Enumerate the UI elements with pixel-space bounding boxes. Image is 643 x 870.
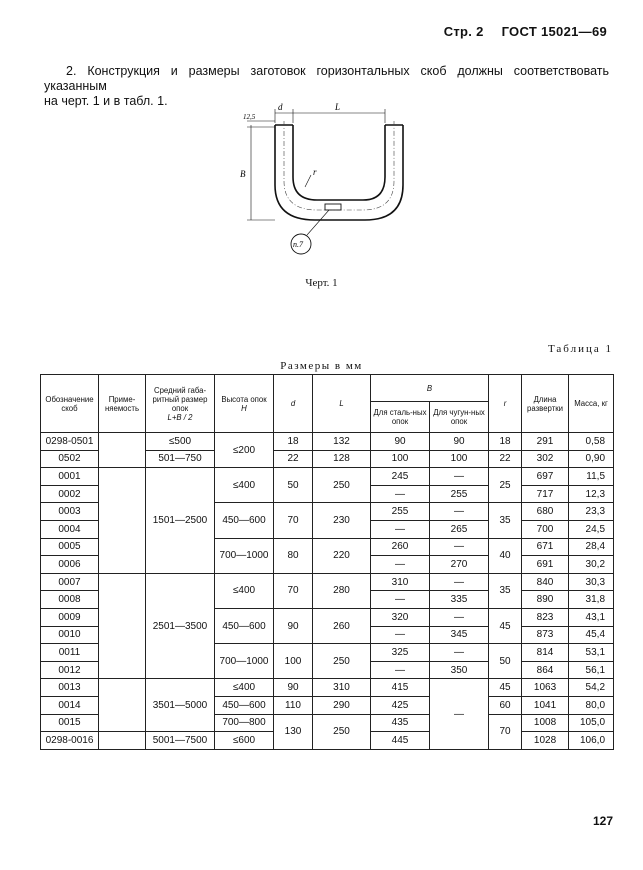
- cell-b-iron: 255: [430, 485, 489, 503]
- cell-b-steel: —: [371, 520, 430, 538]
- cell-length: 864: [522, 661, 569, 679]
- cell-height: 700—1000: [215, 538, 274, 573]
- cell-mass: 30,3: [569, 573, 614, 591]
- cell-code: 0002: [41, 485, 99, 503]
- cell-d: 70: [274, 573, 313, 608]
- table-row: [41, 573, 614, 591]
- cell-r: 50: [489, 644, 522, 679]
- cell-d: 100: [274, 644, 313, 679]
- cell-b-steel: 90: [371, 433, 430, 451]
- cell-mass: 45,4: [569, 626, 614, 644]
- cell-avg: 1501—2500: [146, 468, 215, 574]
- cell-b-iron: —: [430, 573, 489, 591]
- cell-length: 691: [522, 556, 569, 574]
- cell-b-iron: 345: [430, 626, 489, 644]
- cell-height: 450—600: [215, 608, 274, 643]
- cell-b-iron: 350: [430, 661, 489, 679]
- cell-b-steel: —: [371, 485, 430, 503]
- cell-mass: 12,3: [569, 485, 614, 503]
- paragraph-line-2: на черт. 1 и в табл. 1.: [44, 94, 168, 108]
- cell-L: 132: [313, 433, 371, 451]
- label-12-5: 12,5: [243, 113, 256, 121]
- cell-d: 18: [274, 433, 313, 451]
- cell-mass: 80,0: [569, 696, 614, 714]
- cell-d: 130: [274, 714, 313, 749]
- col-avg: [146, 375, 215, 433]
- col-r: r: [489, 375, 522, 433]
- cell-b-steel: 425: [371, 696, 430, 714]
- col-B-steel: Для сталь-ных опок: [371, 402, 430, 433]
- cell-mass: 24,5: [569, 520, 614, 538]
- cell-b-iron: —: [430, 644, 489, 662]
- cell-d: 22: [274, 450, 313, 468]
- cell-r: 70: [489, 714, 522, 749]
- cell-r: 45: [489, 679, 522, 697]
- cell-code: 0007: [41, 573, 99, 591]
- cell-b-steel: 435: [371, 714, 430, 732]
- cell-avg: ≤500: [146, 433, 215, 451]
- cell-height: 450—600: [215, 503, 274, 538]
- cell-b-iron: 90: [430, 433, 489, 451]
- cell-avg: 5001—7500: [146, 732, 215, 750]
- cell-b-steel: 325: [371, 644, 430, 662]
- cell-code: 0013: [41, 679, 99, 697]
- cell-code: 0298-0016: [41, 732, 99, 750]
- cell-code: 0003: [41, 503, 99, 521]
- table-units: Размеры в мм: [280, 360, 363, 372]
- cell-L: 260: [313, 608, 371, 643]
- cell-b-iron: —: [430, 538, 489, 556]
- cell-mass: 105,0: [569, 714, 614, 732]
- col-note: Приме-няемость: [99, 375, 146, 433]
- cell-r: 25: [489, 468, 522, 503]
- cell-L: 250: [313, 714, 371, 749]
- cell-height: ≤200: [215, 433, 274, 468]
- col-avg-label: Средний габа-ритный размер опок: [152, 385, 208, 413]
- cell-length: 1028: [522, 732, 569, 750]
- cell-code: 0001: [41, 468, 99, 486]
- dimensions-table: [40, 374, 614, 750]
- cell-b-iron: —: [430, 679, 489, 749]
- bracket-drawing: [225, 95, 425, 275]
- label-r: r: [313, 167, 317, 177]
- cell-code: 0298-0501: [41, 433, 99, 451]
- cell-r: 40: [489, 538, 522, 573]
- cell-mass: 31,8: [569, 591, 614, 609]
- cell-length: 697: [522, 468, 569, 486]
- col-B-iron: Для чугун-ных опок: [430, 402, 489, 433]
- cell-height: ≤400: [215, 468, 274, 503]
- cell-mass: 0,90: [569, 450, 614, 468]
- cell-code: 0011: [41, 644, 99, 662]
- page-header: [430, 24, 607, 39]
- cell-note: [99, 468, 146, 574]
- cell-b-steel: 445: [371, 732, 430, 750]
- cell-mass: 54,2: [569, 679, 614, 697]
- col-d: d: [274, 375, 313, 433]
- cell-L: 250: [313, 644, 371, 679]
- table-caption: Таблица 1: [547, 343, 613, 355]
- cell-length: 873: [522, 626, 569, 644]
- cell-height: ≤400: [215, 679, 274, 697]
- col-avg-formula: L+B / 2: [167, 412, 193, 422]
- page-label: Стр. 2: [443, 24, 484, 39]
- cell-d: 50: [274, 468, 313, 503]
- col-L: L: [313, 375, 371, 433]
- cell-b-iron: 100: [430, 450, 489, 468]
- cell-note: [99, 732, 146, 750]
- cell-length: 291: [522, 433, 569, 451]
- cell-r: 22: [489, 450, 522, 468]
- cell-code: 0014: [41, 696, 99, 714]
- cell-b-steel: 100: [371, 450, 430, 468]
- cell-avg: 3501—5000: [146, 679, 215, 732]
- cell-code: 0004: [41, 520, 99, 538]
- cell-b-steel: —: [371, 591, 430, 609]
- cell-length: 814: [522, 644, 569, 662]
- cell-code: 0005: [41, 538, 99, 556]
- cell-code: 0010: [41, 626, 99, 644]
- cell-height: ≤600: [215, 732, 274, 750]
- cell-mass: 53,1: [569, 644, 614, 662]
- cell-b-iron: 335: [430, 591, 489, 609]
- cell-length: 1063: [522, 679, 569, 697]
- cell-b-steel: 260: [371, 538, 430, 556]
- cell-note: [99, 433, 146, 468]
- cell-r: 45: [489, 608, 522, 643]
- cell-code: 0008: [41, 591, 99, 609]
- cell-code: 0502: [41, 450, 99, 468]
- cell-height: 450—600: [215, 696, 274, 714]
- cell-length: 1041: [522, 696, 569, 714]
- cell-height: ≤400: [215, 573, 274, 608]
- cell-mass: 43,1: [569, 608, 614, 626]
- cell-b-steel: 415: [371, 679, 430, 697]
- cell-length: 717: [522, 485, 569, 503]
- cell-b-steel: 310: [371, 573, 430, 591]
- cell-b-iron: 265: [430, 520, 489, 538]
- page-number: 127: [592, 814, 613, 828]
- cell-L: 128: [313, 450, 371, 468]
- table-row: [41, 468, 614, 486]
- cell-length: 840: [522, 573, 569, 591]
- cell-r: 18: [489, 433, 522, 451]
- cell-mass: 23,3: [569, 503, 614, 521]
- cell-mass: 11,5: [569, 468, 614, 486]
- cell-height: 700—1000: [215, 644, 274, 679]
- label-L: L: [335, 102, 341, 112]
- cell-b-iron: —: [430, 468, 489, 486]
- standard-number: ГОСТ 15021—69: [501, 24, 607, 39]
- table-row: [41, 679, 614, 697]
- cell-length: 890: [522, 591, 569, 609]
- cell-mass: 0,58: [569, 433, 614, 451]
- col-height-label: Высота опок: [221, 394, 267, 404]
- cell-r: 35: [489, 503, 522, 538]
- cell-length: 302: [522, 450, 569, 468]
- cell-b-steel: —: [371, 626, 430, 644]
- cell-b-iron: 270: [430, 556, 489, 574]
- cell-note: [99, 573, 146, 679]
- cell-d: 80: [274, 538, 313, 573]
- cell-b-iron: —: [430, 608, 489, 626]
- label-B: B: [240, 169, 246, 179]
- cell-mass: 28,4: [569, 538, 614, 556]
- cell-mass: 56,1: [569, 661, 614, 679]
- cell-d: 90: [274, 608, 313, 643]
- paragraph-line-1: 2. Конструкция и размеры заготовок горизонтальных скоб должны соответствовать указанным: [44, 64, 609, 93]
- cell-r: 35: [489, 573, 522, 608]
- cell-avg: 501—750: [146, 450, 215, 468]
- cell-b-steel: —: [371, 556, 430, 574]
- col-B: B: [371, 375, 489, 402]
- cell-code: 0015: [41, 714, 99, 732]
- cell-r: 60: [489, 696, 522, 714]
- col-height-symbol: H: [241, 403, 247, 413]
- cell-note: [99, 679, 146, 732]
- cell-code: 0009: [41, 608, 99, 626]
- cell-code: 0012: [41, 661, 99, 679]
- cell-L: 250: [313, 468, 371, 503]
- cell-b-steel: —: [371, 661, 430, 679]
- cell-L: 310: [313, 679, 371, 697]
- col-length: Длина развертки: [522, 375, 569, 433]
- cell-length: 680: [522, 503, 569, 521]
- cell-d: 90: [274, 679, 313, 697]
- cell-L: 280: [313, 573, 371, 608]
- cell-b-steel: 320: [371, 608, 430, 626]
- cell-length: 823: [522, 608, 569, 626]
- cell-code: 0006: [41, 556, 99, 574]
- cell-height: 700—800: [215, 714, 274, 732]
- cell-d: 70: [274, 503, 313, 538]
- figure-caption: Черт. 1: [305, 277, 338, 289]
- col-mass: Масса, кг: [569, 375, 614, 433]
- cell-mass: 106,0: [569, 732, 614, 750]
- table-row: [41, 433, 614, 451]
- cell-d: 110: [274, 696, 313, 714]
- cell-length: 700: [522, 520, 569, 538]
- cell-b-steel: 245: [371, 468, 430, 486]
- cell-L: 230: [313, 503, 371, 538]
- cell-avg: 2501—3500: [146, 573, 215, 679]
- cell-b-steel: 255: [371, 503, 430, 521]
- label-d: d: [278, 102, 283, 112]
- cell-length: 1008: [522, 714, 569, 732]
- label-note: п.7: [293, 240, 303, 249]
- col-code: Обозначение скоб: [41, 375, 99, 433]
- cell-L: 290: [313, 696, 371, 714]
- col-height: [215, 375, 274, 433]
- cell-length: 671: [522, 538, 569, 556]
- cell-b-iron: —: [430, 503, 489, 521]
- cell-L: 220: [313, 538, 371, 573]
- cell-mass: 30,2: [569, 556, 614, 574]
